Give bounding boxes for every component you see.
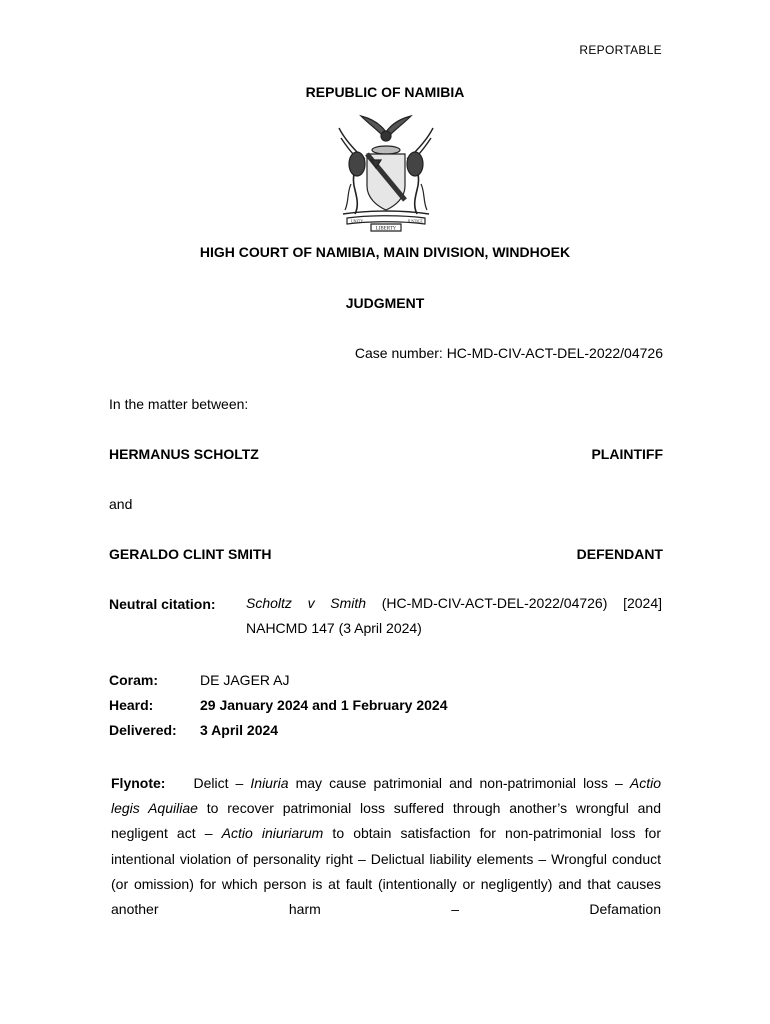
flynote-term-iniuriarum: Actio iniuriarum [221,825,324,842]
flynote-term-iniuria: Iniuria [250,775,289,791]
judgment-heading: JUDGMENT [345,295,425,311]
citation-case-name: Scholtz v Smith [246,595,367,611]
flynote-label: Flynote: [111,775,166,791]
citation-label: Neutral citation: [109,596,216,612]
delivered-label: Delivered: [109,722,177,738]
republic-heading: REPUBLIC OF NAMIBIA [305,84,465,100]
flynote-text-1: Delict – [193,775,251,791]
plaintiff-role: PLAINTIFF [591,446,663,462]
coram-value: DE JAGER AJ [200,672,290,688]
svg-text:UNITY: UNITY [350,218,364,224]
coram-label: Coram: [109,672,159,688]
delivered-value: 3 April 2024 [200,722,279,738]
defendant-role: DEFENDANT [576,546,663,562]
citation-text [246,591,662,641]
plaintiff-name: HERMANUS SCHOLTZ [109,446,259,462]
coat-of-arms-image [329,114,443,232]
svg-text:JUSTICE: JUSTICE [407,218,423,224]
case-number: Case number: HC-MD-CIV-ACT-DEL-2022/04726 [354,345,663,361]
heard-label: Heard: [109,697,154,713]
flynote-text-4: to obtain satisfaction for non-patrimonial loss for intentional violation of personality right – Delictual liability elements – Wrongful conduct (or omission) for which person is at fault (intentionally or negligently) and that causes another harm – Defamation [111,825,661,918]
citation-report: NAHCMD 147 (3 April 2024) [246,620,422,636]
flynote-paragraph [111,771,661,922]
reportable-label: REPORTABLE [579,43,662,57]
and-label: and [109,496,133,512]
citation-reference: (HC-MD-CIV-ACT-DEL-2022/04726) [2024] [366,595,662,611]
parties-intro: In the matter between: [109,396,249,412]
flynote-text-2: may cause patrimonial and non-patrimonial loss – [288,775,630,791]
svg-text:LIBERTY: LIBERTY [375,226,397,232]
defendant-name: GERALDO CLINT SMITH [109,546,272,562]
court-heading: HIGH COURT OF NAMIBIA, MAIN DIVISION, WINDHOEK [199,244,571,260]
heard-value: 29 January 2024 and 1 February 2024 [200,697,448,713]
flynote-term-aquiliae: Actio legis Aquiliae [111,775,662,817]
flynote-text-3: to recover patrimonial loss suffered through another’s wrongful and negligent act – [111,800,662,842]
